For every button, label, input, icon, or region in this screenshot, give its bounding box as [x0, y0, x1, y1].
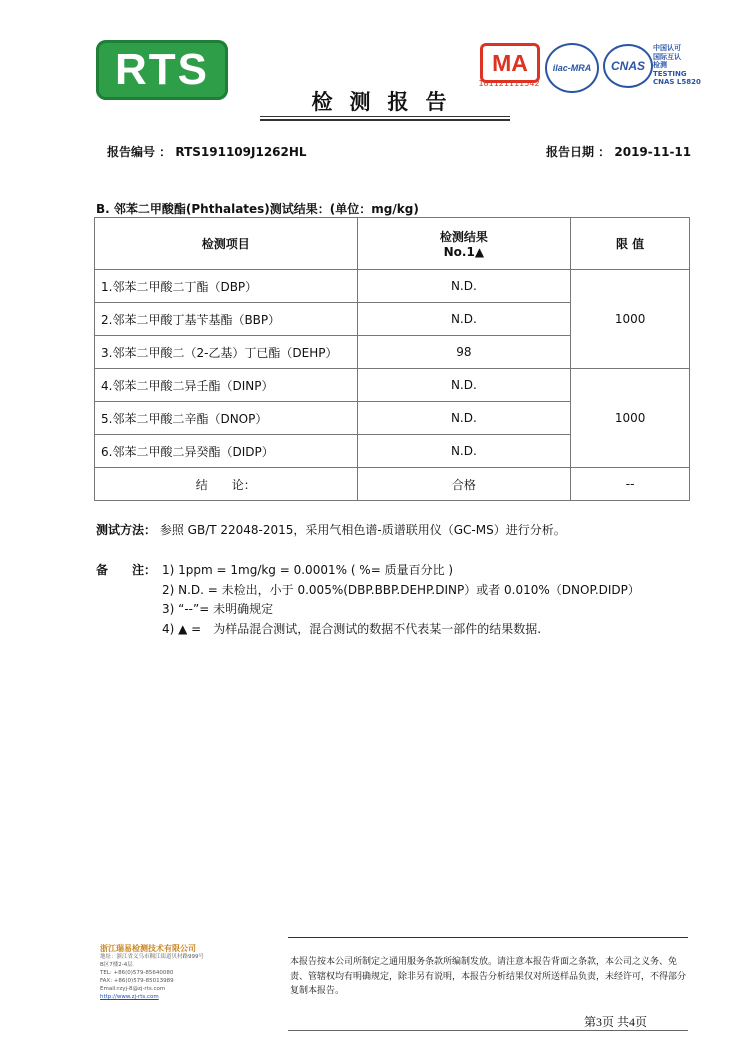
test-method-label: 测试方法：: [96, 523, 157, 537]
report-date: [546, 143, 691, 160]
report-number-value: RTS191109J1262HL: [175, 145, 307, 159]
report-number: [107, 143, 307, 160]
note-item: 4) ▲ = 为样品混合测试，混合测试的数据不代表某一部件的结果数据.: [162, 622, 542, 636]
results-table: [94, 217, 690, 501]
row-result: N.D.: [357, 369, 571, 402]
cnas-line: TESTING: [653, 69, 687, 78]
title-underline: [260, 116, 510, 117]
note-item: 2) N.D. = 未检出，小于 0.005%(DBP.BBP.DEHP.DINP）或者 0.010%（DNOP.DIDP）: [162, 583, 640, 597]
report-date-value: 2019-11-11: [614, 145, 692, 159]
title-underline-thick: [260, 119, 510, 121]
page-divider: [288, 1030, 688, 1031]
notes-label: 备 注：: [96, 563, 157, 577]
limit-group-2: 1000: [571, 369, 690, 468]
cnas-line: CNAS L5820: [653, 78, 701, 87]
cma-logo: [474, 41, 542, 91]
company-name: 浙江瑞易检测技术有限公司: [100, 944, 196, 953]
row-item: 4.邻苯二甲酸二异壬酯（DINP）: [95, 369, 358, 402]
table-row: [95, 369, 690, 402]
row-item: 3.邻苯二甲酸二（2-乙基）丁已酯（DEHP）: [95, 336, 358, 369]
row-item: 1.邻苯二甲酸二丁酯（DBP）: [95, 270, 358, 303]
cnas-caption: [653, 44, 713, 87]
row-result: N.D.: [357, 402, 571, 435]
table-header-row: [95, 218, 690, 270]
row-result: N.D.: [357, 303, 571, 336]
header-result: [357, 218, 571, 270]
company-line: TEL: +86(0)579-85640080: [100, 970, 174, 976]
row-item: 5.邻苯二甲酸二辛酯（DNOP）: [95, 402, 358, 435]
row-result: 98: [357, 336, 571, 369]
company-line: FAX: +86(0)579-85013989: [100, 978, 174, 984]
header-limit: 限 值: [571, 218, 690, 270]
header-result-line2: No.1▲: [443, 245, 485, 259]
test-method: [96, 521, 566, 538]
row-result: N.D.: [357, 435, 571, 468]
conclusion-result: 合格: [357, 468, 571, 501]
row-result: N.D.: [357, 270, 571, 303]
cma-mark: MA: [480, 43, 540, 83]
table-row: [95, 270, 690, 303]
header-item: 检测项目: [95, 218, 358, 270]
cnas-line: 检测: [653, 61, 667, 70]
ilac-mra-logo: ilac-MRA: [545, 43, 599, 93]
company-website-link[interactable]: http://www.zj-rts.com: [100, 994, 159, 1000]
rts-logo: RTS: [96, 40, 228, 100]
row-item: 2.邻苯二甲酸丁基苄基酯（BBP）: [95, 303, 358, 336]
header-result-line1: 检测结果: [439, 230, 488, 244]
row-item: 6.邻苯二甲酸二异癸酯（DIDP）: [95, 435, 358, 468]
footer-disclaimer: 本报告按本公司所制定之通用服务条款所编制发放。请注意本报告背面之条款，本公司之义务、免责、管辖权均有明确规定，除非另有说明，本报告分析结果仅对所送样品负责，未经许可，不得部分复制本报告。: [290, 957, 687, 996]
company-info: [100, 945, 270, 1001]
company-line: 地址：浙江省义乌市稠江街道贝村路999号: [100, 954, 204, 960]
limit-group-1: 1000: [571, 270, 690, 369]
note-item: 1) 1ppm = 1mg/kg = 0.0001% ( %= 质量百分比 ): [162, 563, 454, 577]
cma-number: 181121111542: [478, 79, 540, 88]
cnas-line: 中国认可: [653, 44, 681, 52]
cnas-logo: CNAS: [603, 44, 653, 88]
test-method-text: 参照 GB/T 22048-2015，采用气相色谱-质谱联用仪（GC-MS）进行分析。: [159, 523, 566, 537]
cnas-line: 国际互认: [653, 52, 681, 61]
page-number: 第3页 共4页: [584, 1015, 648, 1029]
section-title: B. 邻苯二甲酸酯(Phthalates)测试结果：(单位：mg/kg): [96, 202, 419, 216]
report-date-label: 报告日期 ：: [546, 145, 611, 159]
report-title: 检测报告: [311, 90, 464, 114]
footer-divider: [288, 937, 688, 938]
report-number-label: 报告编号 ：: [107, 145, 172, 159]
company-line: B区7楼2-4层: [100, 962, 133, 968]
company-line: Email:rzyj-8@zj-rts.com: [100, 986, 166, 992]
conclusion-label: 结 论：: [95, 468, 358, 501]
conclusion-row: [95, 468, 690, 501]
note-item: 3) “--”= 未明确规定: [162, 602, 274, 616]
conclusion-limit: --: [571, 468, 690, 501]
